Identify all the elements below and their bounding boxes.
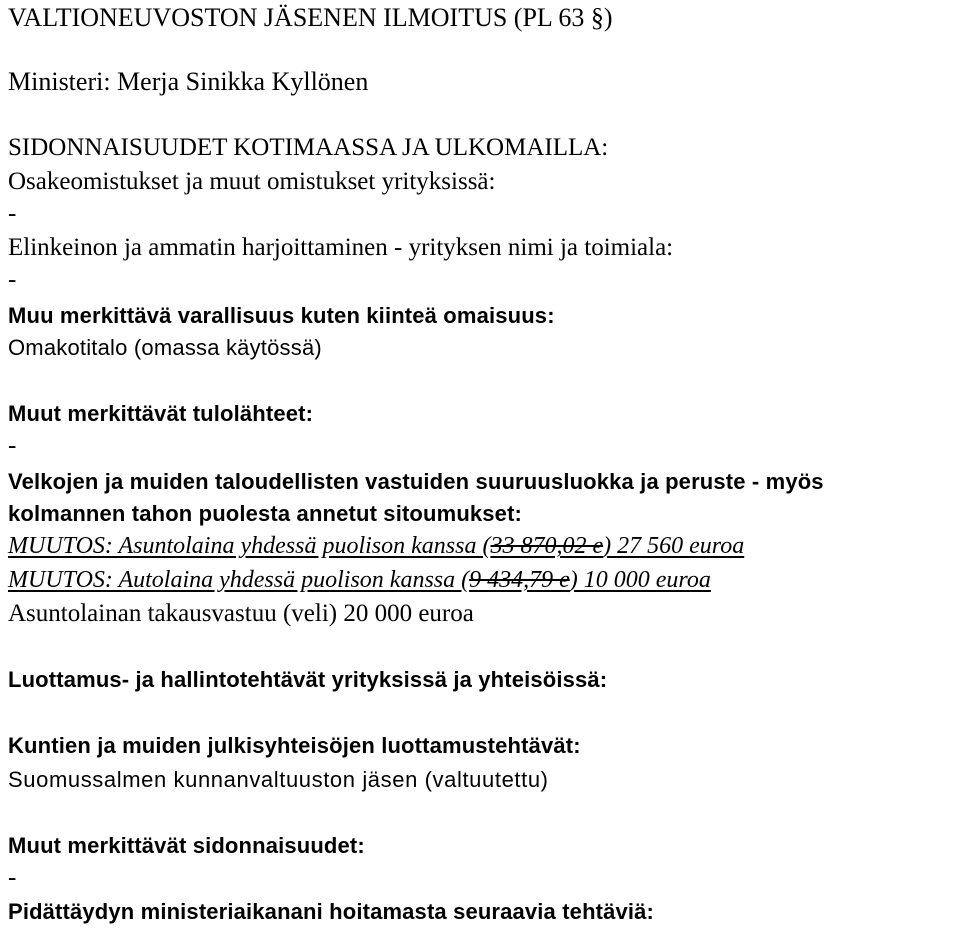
refrained-duties-heading: Pidättäydyn ministeriaikanani hoitamasta seuraavia tehtäviä: [8, 899, 655, 924]
debts-heading-line-2: kolmannen tahon puolesta annetut sitoumukset: [8, 501, 523, 526]
debt-guarantee: Asuntolainan takausvastuu (veli) 20 000 euroa [8, 600, 474, 627]
ties-heading: SIDONNAISUUDET KOTIMAASSA JA ULKOMAILLA: [8, 134, 609, 161]
document-title: VALTIONEUVOSTON JÄSENEN ILMOITUS (PL 63 §) [8, 3, 613, 32]
debt-change-mortgage [8, 530, 744, 562]
assets-heading: Muu merkittävä varallisuus kuten kiinteä omaisuus: [8, 303, 555, 328]
municipal-positions-value: Suomussalmen kunnanvaltuuston jäsen (valtuutettu) [8, 767, 549, 792]
debt-change-car-loan-suffix: ) 10 000 euroa [569, 567, 711, 593]
other-ties-heading: Muut merkittävät sidonnaisuudet: [8, 833, 365, 858]
business-heading: Elinkeinon ja ammatin harjoittaminen - yrityksen nimi ja toimiala: [8, 234, 674, 261]
debts-heading-line-1: Velkojen ja muiden taloudellisten vastuiden suuruusluokka ja peruste - myös [8, 469, 824, 494]
income-value: - [8, 432, 17, 459]
debt-change-car-loan-old-value: 9 434,79 e [469, 567, 570, 593]
debt-change-mortgage-prefix: MUUTOS: Asuntolaina yhdessä puolison kanssa ( [8, 533, 491, 559]
trust-positions-heading: Luottamus- ja hallintotehtävät yrityksissä ja yhteisöissä: [8, 667, 608, 692]
debt-change-car-loan-prefix: MUUTOS: Autolaina yhdessä puolison kanssa ( [8, 567, 470, 593]
debt-change-mortgage-suffix: ) 27 560 euroa [603, 533, 745, 559]
business-value: - [8, 266, 17, 293]
municipal-positions-heading: Kuntien ja muiden julkisyhteisöjen luottamustehtävät: [8, 733, 581, 758]
income-heading: Muut merkittävät tulolähteet: [8, 401, 314, 426]
minister-name: Ministeri: Merja Sinikka Kyllönen [8, 67, 369, 96]
debt-change-mortgage-old-value: 33 870,02 e [490, 533, 604, 559]
shares-value: - [8, 200, 17, 227]
debt-change-car-loan [8, 564, 711, 596]
other-ties-value: - [8, 864, 17, 891]
assets-value: Omakotitalo (omassa käytössä) [8, 335, 322, 360]
shares-heading: Osakeomistukset ja muut omistukset yrityksissä: [8, 168, 496, 195]
